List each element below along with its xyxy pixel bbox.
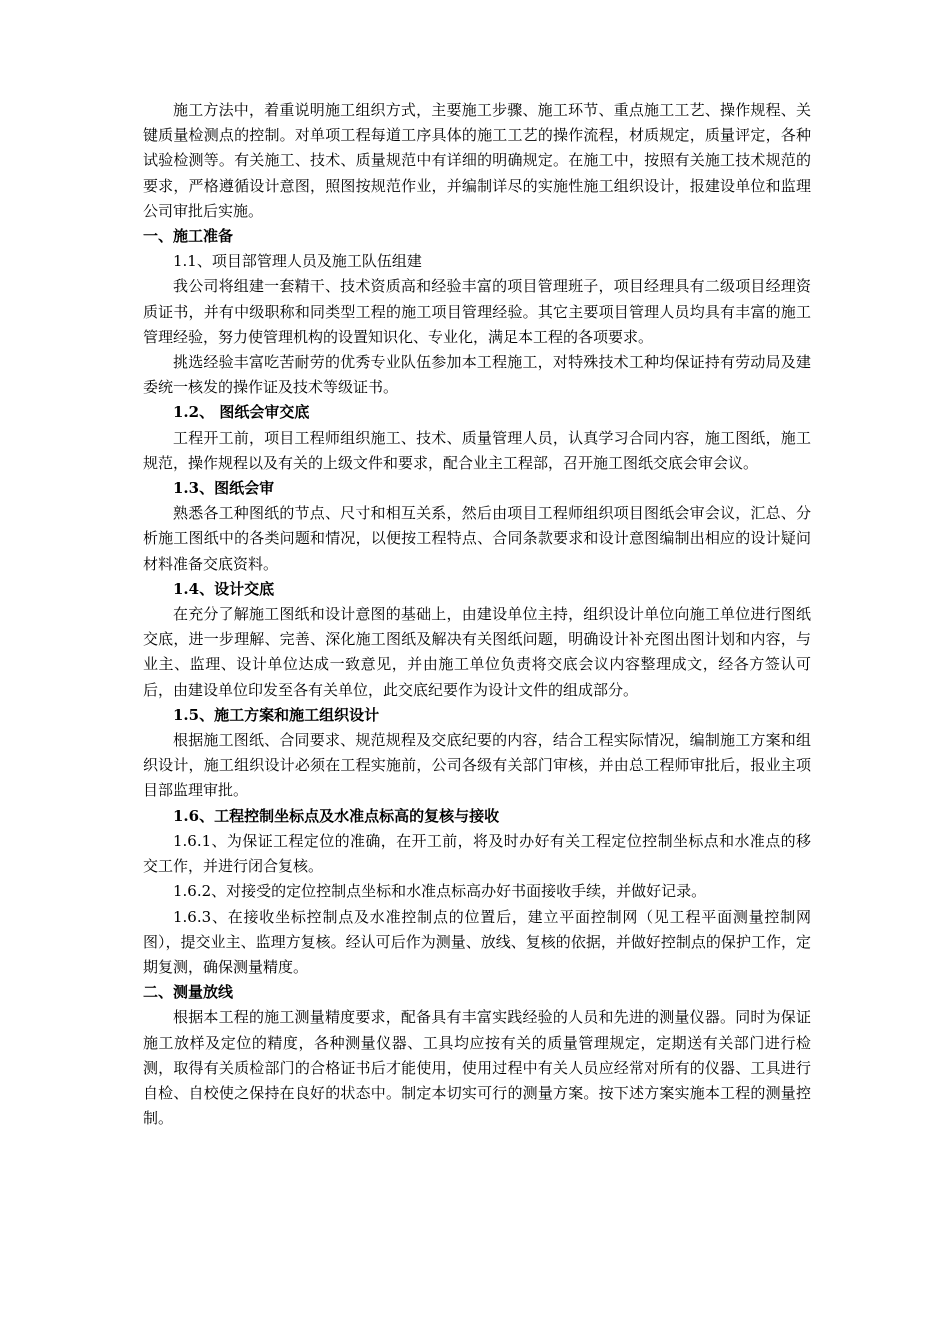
body-paragraph: 我公司将组建一套精干、技术资质高和经验丰富的项目管理班子，项目经理具有二级项目经理资质证书，并有中级职称和同类型工程的施工项目管理经验。其它主要项目管理人员均具有丰富的施工管理经验，努力使管理机构的设置知识化、专业化，满足本工程的各项要求。 [143,277,811,346]
body-paragraph: 1.6.3、在接收坐标控制点及水准控制点的位置后，建立平面控制网（见工程平面测量控制网图），提交业主、监理方复核。经认可后作为测量、放线、复核的依据，并做好控制点的保护工作，定期复测，确保测量精度。 [143,907,811,976]
subsection-heading: 1.1、项目部管理人员及施工队伍组建 [173,252,422,271]
body-paragraph: 1.6.2、对接受的定位控制点坐标和水准点标高办好书面接收手续，并做好记录。 [173,882,707,901]
body-paragraph: 1.6.1、为保证工程定位的准确，在开工前，将及时办好有关工程定位控制坐标点和水准点的移交工作，并进行闭合复核。 [143,831,811,876]
subsection-heading: 1.3、图纸会审 [173,479,275,498]
body-paragraph: 挑选经验丰富吃苦耐劳的优秀专业队伍参加本工程施工，对特殊技术工种均保证持有劳动局及建委统一核发的操作证及技术等级证书。 [143,353,811,397]
body-paragraph: 施工方法中，着重说明施工组织方式，主要施工步骤、施工环节、重点施工工艺、操作规程、关键质量检测点的控制。对单项工程每道工序具体的施工工艺的操作流程，材质规定，质量评定，各种试验检测等。有关施工、技术、质量规范中有详细的明确规定。在施工中，按照有关施工技术规范的要求，严格遵循设计意图，照图按规范作业，并编制详尽的实施性施工组织设计，报建设单位和监理公司审批后实施。 [143,101,811,220]
document-page [143,98,811,1131]
body-paragraph: 在充分了解施工图纸和设计意图的基础上，由建设单位主持，组织设计单位向施工单位进行图纸交底，进一步理解、完善、深化施工图纸及解决有关图纸问题，明确设计补充图出图计划和内容，与业主、监理、设计单位达成一致意见，并由施工单位负责将交底会议内容整理成文，经各方签认可后，由建设单位印发至各有关单位，此交底纪要作为设计文件的组成部分。 [143,605,811,699]
subsection-heading: 1.2、 图纸会审交底 [173,403,310,422]
subsection-heading: 1.4、设计交底 [173,579,275,598]
subsection-heading: 1.5、施工方案和施工组织设计 [173,705,380,724]
section-heading: 一、施工准备 [143,227,234,246]
body-paragraph: 根据本工程的施工测量精度要求，配备具有丰富实践经验的人员和先进的测量仪器。同时为保证施工放样及定位的精度，各种测量仪器、工具均应按有关的质量管理规定，定期送有关部门进行检测，取得有关质检部门的合格证书后才能使用，使用过程中有关人员应经常对所有的仪器、工具进行自检、自校使之保持在良好的状态中。制定本切实可行的测量方案。按下述方案实施本工程的测量控制。 [143,1008,811,1128]
subsection-heading: 1.6、工程控制坐标点及水准点标高的复核与接收 [173,806,500,825]
body-paragraph: 熟悉各工种图纸的节点、尺寸和相互关系，然后由项目工程师组织项目图纸会审会议，汇总、分析施工图纸中的各类问题和情况，以便按工程特点、合同条款要求和设计意图编制出相应的设计疑问材料准备交底资料。 [143,504,811,573]
body-paragraph: 工程开工前，项目工程师组织施工、技术、质量管理人员，认真学习合同内容，施工图纸，施工规范，操作规程以及有关的上级文件和要求，配合业主工程部，召开施工图纸交底会审会议。 [143,428,811,472]
body-paragraph: 根据施工图纸、合同要求、规范规程及交底纪要的内容，结合工程实际情况，编制施工方案和组织设计，施工组织设计必须在工程实施前，公司各级有关部门审核，并由总工程师审批后，报业主项目部监理审批。 [143,731,811,800]
section-heading: 二、测量放线 [143,983,234,1002]
